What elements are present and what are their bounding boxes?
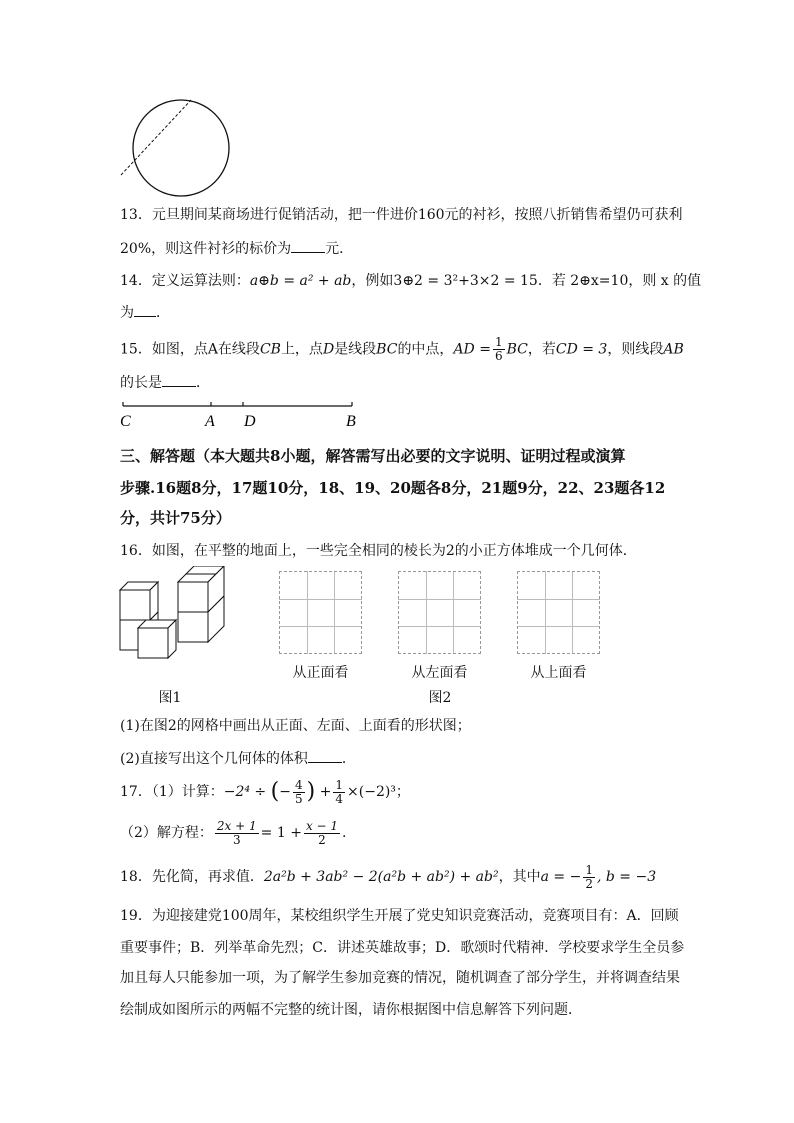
fraction: $\frac{4}{5}$ xyxy=(294,777,303,806)
q17-part1: 17．（1）计算：−2⁴ ÷ (− $\frac{4}{5}$ ) + $\frac{1}{4}$ ×(−2)³； xyxy=(120,777,410,806)
cube-stack-figure xyxy=(118,566,240,662)
point-c-label: C xyxy=(120,413,131,430)
answer-blank xyxy=(291,238,325,253)
circle-figure xyxy=(115,95,245,205)
q15-line1: 15．如图，点A在线段CB上，点D是线段BC的中点，AD = $\frac{1}{6}$ BC，若CD = 3，则线段AB xyxy=(120,335,684,363)
point-b-label: B xyxy=(346,413,356,430)
q18-expression: 2a²b + 3ab² − 2(a²b + ab²) + ab² xyxy=(263,869,499,885)
q16-part2: (2)直接写出这个几何体的体积 ． xyxy=(120,748,356,769)
front-view-grid xyxy=(279,571,362,654)
top-view-grid xyxy=(517,571,600,654)
point-a-label: A xyxy=(205,413,215,430)
q16-line1: 16．如图，在平整的地面上，一些完全相同的棱长为2的小正方体堆成一个几何体． xyxy=(120,543,637,559)
left-view-grid xyxy=(398,571,481,654)
q14-formula: a⊕b = a² + ab xyxy=(249,273,352,289)
fraction: $\frac{2x + 1}{3}$ xyxy=(216,818,257,847)
q14-line2: 为 ． xyxy=(120,302,170,323)
q15-line2: 的长是 ． xyxy=(120,372,210,393)
point-d-label: D xyxy=(244,413,256,430)
q19-line2: 重要事件；B．列举革命先烈；C．讲述英雄故事；D．歌颂时代精神．学校要求学生全员参 xyxy=(120,940,685,956)
q17-part2: （2）解方程： $\frac{2x + 1}{3}$ = 1 + $\frac{x - 1}{2}$ . xyxy=(120,818,347,847)
answer-blank xyxy=(308,748,342,763)
q13-line2: 20%，则这件衬衫的标价为 元． xyxy=(120,238,353,259)
segment-figure xyxy=(115,398,365,430)
front-view-caption: 从正面看 xyxy=(292,665,349,681)
section3-heading-line3: 分，共计75分） xyxy=(120,509,231,527)
fraction: $\frac{1}{4}$ xyxy=(335,777,344,806)
left-view-caption: 从左面看 xyxy=(411,665,468,681)
q14-line1: 14．定义运算法则：a⊕b = a² + ab，例如3⊕2 = 3²+3×2 = 15．若 2⊕x=10，则 x 的值 xyxy=(120,273,702,289)
q14-example: 3⊕2 = 3²+3×2 = 15 xyxy=(393,273,538,289)
figure1-caption: 图1 xyxy=(158,690,182,706)
q19-line4: 绘制成如图所示的两幅不完整的统计图，请你根据图中信息解答下列问题． xyxy=(120,1002,582,1018)
section3-heading-line1: 三、解答题（本大题共8小题，解答需写出必要的文字说明、证明过程或演算 xyxy=(120,447,626,465)
q13-line1: 13．元旦期间某商场进行促销活动，把一件进价160元的衬衫，按照八折销售希望仍可获利 xyxy=(120,207,683,223)
fraction: $\frac{1}{2}$ xyxy=(585,862,593,891)
figure2-caption: 图2 xyxy=(428,690,452,706)
answer-blank xyxy=(134,302,156,317)
top-view-caption: 从上面看 xyxy=(530,665,587,681)
section3-heading-line2: 步骤.16题8分，17题10分，18、19、20题各8分，21题9分，22、23题各12 xyxy=(120,479,666,497)
q19-line3: 加且每人只能参加一项，为了解学生参加竞赛的情况，随机调查了部分学生，并将调查结果 xyxy=(120,970,680,986)
fraction: $\frac{1}{6}$ xyxy=(494,335,503,363)
fraction: $\frac{x - 1}{2}$ xyxy=(305,818,339,847)
q18-line: 18．先化简，再求值．2a²b + 3ab² − 2(a²b + ab²) + ab²，其中a = − $\frac{1}{2}$ , b = −3 xyxy=(120,862,657,891)
q16-part1: (1)在图2的网格中画出从正面、左面、上面看的形状图； xyxy=(120,718,471,734)
answer-blank xyxy=(162,372,196,387)
q19-line1: 19．为迎接建党100周年，某校组织学生开展了党史知识竞赛活动，竞赛项目有：A．回顾 xyxy=(120,908,679,924)
